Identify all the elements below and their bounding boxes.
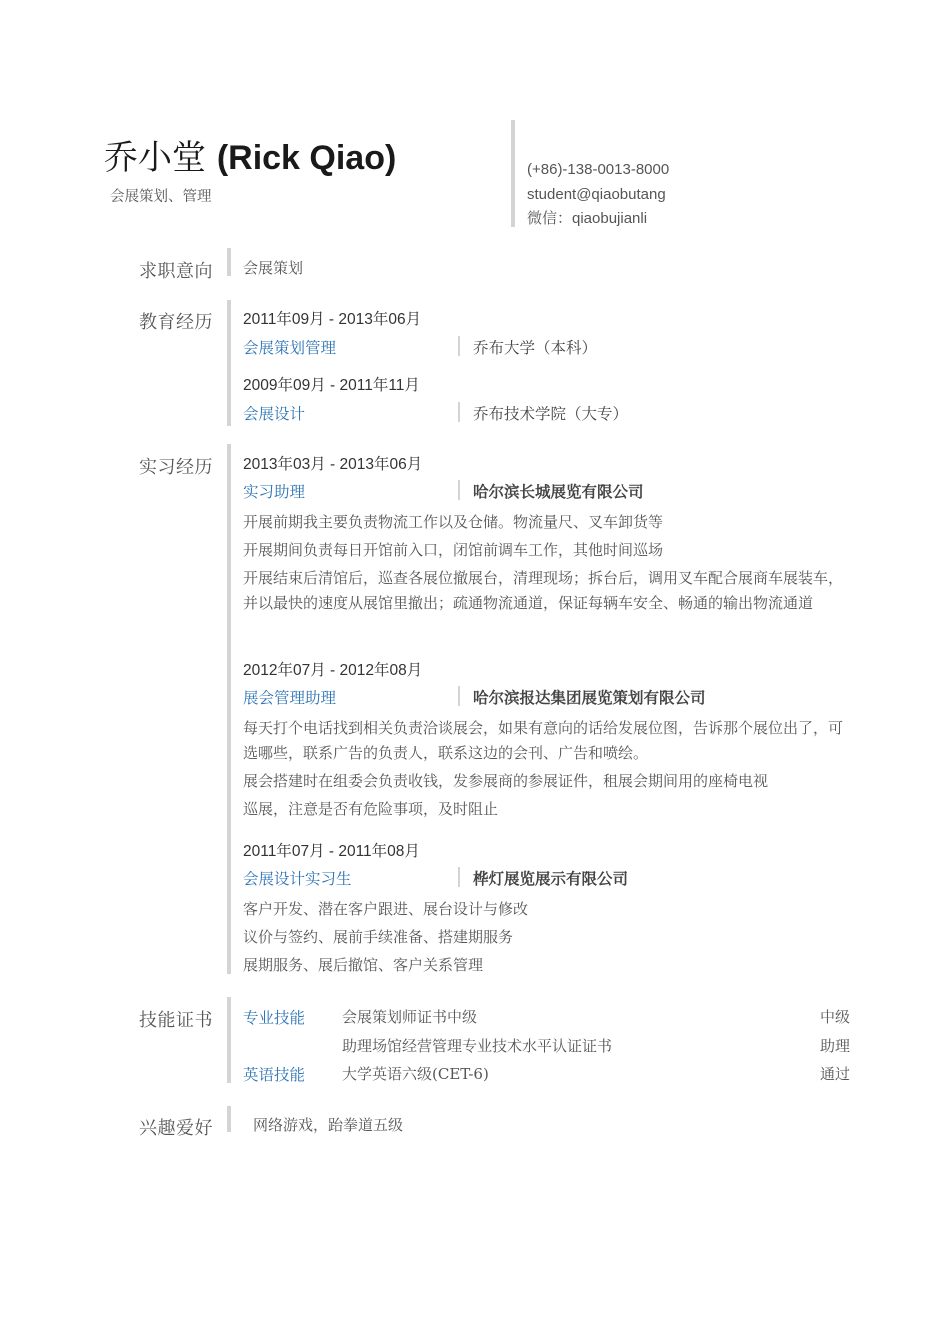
job-company: 哈尔滨长城展览有限公司	[473, 482, 644, 501]
section-title-education: 教育经历	[139, 312, 213, 333]
job-company: 桦灯展览展示有限公司	[473, 869, 629, 888]
job-role: 会展设计实习生	[243, 870, 352, 888]
education-date: 2011年09月 - 2013年06月	[243, 311, 422, 328]
section-divider-internship	[227, 444, 231, 974]
job-divider	[458, 480, 460, 500]
phone-number: (+86)-138-0013-8000	[527, 161, 670, 178]
section-divider-skills	[227, 997, 231, 1083]
education-major: 会展设计	[243, 405, 306, 423]
job-company: 哈尔滨报达集团展览策划有限公司	[473, 688, 706, 707]
section-divider-objective	[227, 248, 231, 276]
skill-certificate: 助理场馆经营管理专业技术水平认证证书	[342, 1037, 613, 1055]
section-title-objective: 求职意向	[139, 261, 213, 282]
job-duty-line: 开展前期我主要负责物流工作以及仓储。物流量尺、叉车卸货等	[243, 513, 664, 531]
job-duty-line: 巡展，注意是否有危险事项，及时阻止	[243, 800, 499, 818]
skill-level: 通过	[820, 1065, 851, 1083]
name-english: (Rick Qiao)	[216, 139, 397, 177]
job-role: 实习助理	[243, 483, 306, 501]
section-divider-hobbies	[227, 1106, 231, 1132]
education-major: 会展策划管理	[243, 339, 337, 357]
job-description	[243, 897, 853, 978]
education-school: 乔布大学（本科）	[473, 339, 598, 357]
section-title-internship: 实习经历	[139, 457, 213, 478]
job-date: 2013年03月 - 2013年06月	[243, 456, 423, 473]
name-chinese: 乔小堂	[104, 138, 206, 178]
job-duty-line: 议价与签约、展前手续准备、搭建期服务	[243, 928, 514, 946]
hobbies-value: 网络游戏，跆拳道五级	[253, 1116, 404, 1134]
job-date: 2011年07月 - 2011年08月	[243, 843, 420, 860]
skill-category: 英语技能	[243, 1066, 306, 1084]
skill-category: 专业技能	[243, 1009, 306, 1027]
header-divider	[511, 120, 515, 227]
job-duty-line: 展会搭建时在组委会负责收钱，发参展商的参展证件，租展会期间用的座椅电视	[243, 772, 769, 790]
job-divider	[458, 867, 460, 887]
section-divider-education	[227, 300, 231, 426]
skill-certificate: 会展策划师证书中级	[342, 1008, 478, 1026]
job-role: 展会管理助理	[243, 689, 337, 707]
email-address: student@qiaobutang	[527, 185, 666, 203]
section-title-skills: 技能证书	[139, 1010, 213, 1031]
tagline: 会展策划、管理	[110, 189, 212, 205]
job-duty-line: 开展结束后清馆后，巡查各展位撤展台，清理现场；拆台后，调用叉车配合展商车展装车，并以最快的速度从展馆里撤出；疏通物流通道，保证每辆车安全、畅通的输出物流通道	[243, 569, 844, 612]
education-date: 2009年09月 - 2011年11月	[243, 377, 420, 394]
contact-block	[527, 158, 669, 232]
education-school: 乔布技术学院（大专）	[473, 405, 629, 423]
job-date: 2012年07月 - 2012年08月	[243, 662, 423, 679]
resume-name	[104, 130, 396, 179]
skill-certificate: 大学英语六级(CET-6)	[342, 1065, 489, 1083]
education-divider	[458, 336, 460, 356]
job-duty-line: 开展期间负责每日开馆前入口，闭馆前调车工作，其他时间巡场	[243, 541, 664, 559]
wechat-id: 微信：qiaobujianli	[527, 210, 648, 227]
education-divider	[458, 402, 460, 422]
job-description	[243, 510, 853, 616]
section-title-hobbies: 兴趣爱好	[139, 1118, 213, 1139]
job-duty-line: 展期服务、展后撤馆、客户关系管理	[243, 956, 484, 974]
objective-value: 会展策划	[243, 259, 304, 277]
skill-level: 助理	[820, 1037, 851, 1055]
job-duty-line: 客户开发、潜在客户跟进、展台设计与修改	[243, 900, 529, 918]
skill-level: 中级	[820, 1008, 851, 1026]
job-description	[243, 716, 853, 822]
job-duty-line: 每天打个电话找到相关负责洽谈展会，如果有意向的话给发展位图，告诉那个展位出了，可选哪些，联系广告的负责人，联系这边的会刊、广告和喷绘。	[243, 719, 844, 762]
job-divider	[458, 686, 460, 706]
